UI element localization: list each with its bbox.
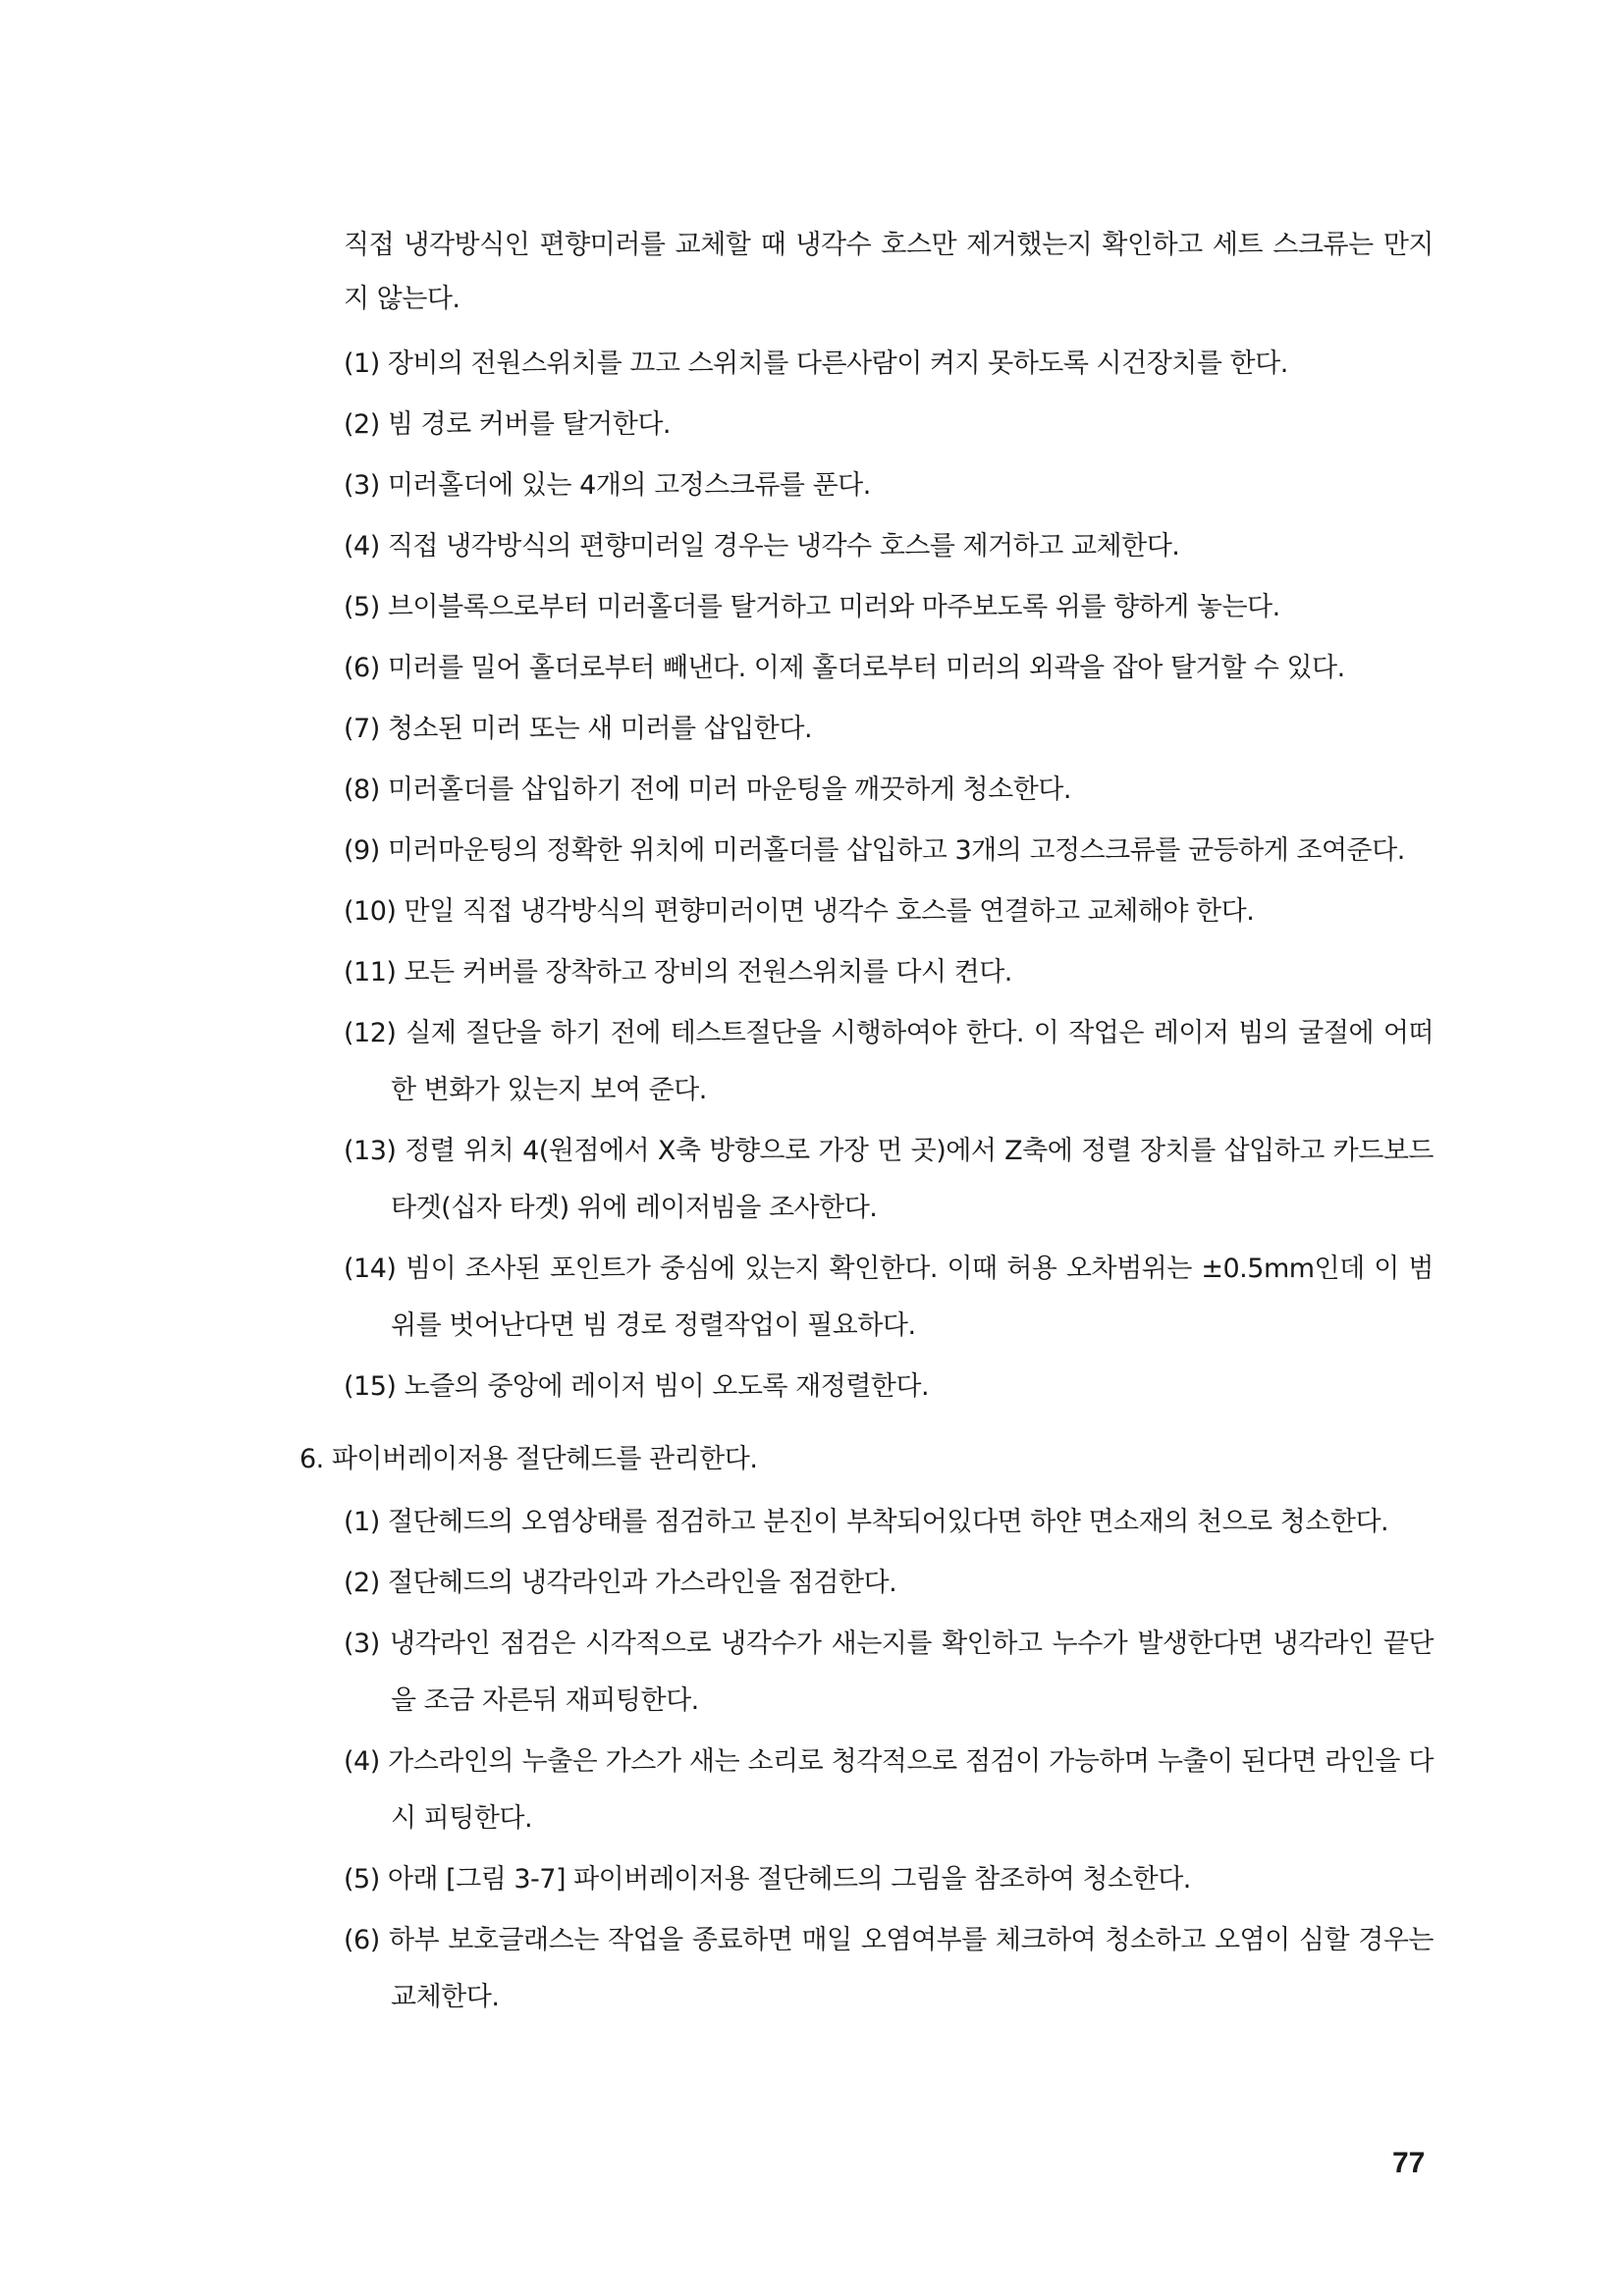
list-item: (8) 미러홀더를 삽입하기 전에 미러 마운팅을 깨끗하게 청소한다. [344,774,1071,805]
intro-paragraph: 직접 냉각방식인 편향미러를 교체할 때 냉각수 호스만 제거했는지 확인하고 세트 스크류는 만지지 않는다. [344,230,1434,314]
list-item: (2) 절단헤드의 냉각라인과 가스라인을 점검한다. [344,1568,897,1598]
list-item: (5) 아래 [그림 3-7] 파이버레이저용 절단헤드의 그림을 참조하여 청소한다. [344,1864,1191,1895]
list-item: (7) 청소된 미러 또는 새 미러를 삽입한다. [344,714,813,744]
list-item: (1) 절단헤드의 오염상태를 점검하고 분진이 부착되어있다면 하얀 면소재의 천으로 청소한다. [344,1507,1389,1537]
list-item: (2) 빔 경로 커버를 탈거한다. [344,409,671,440]
list-item: (1) 장비의 전원스위치를 끄고 스위치를 다른사람이 켜지 못하도록 시건장치를 한다. [344,348,1288,379]
list-item: (13) 정렬 위치 4(원점에서 X축 방향으로 가장 먼 곳)에서 Z축에 정렬 장치를 삽입하고 카드보드 타겟(십자 타겟) 위에 레이저빔을 조사한다. [344,1136,1434,1223]
list-item: (14) 빔이 조사된 포인트가 중심에 있는지 확인한다. 이때 허용 오차범위는 ±0.5mm인데 이 범위를 벗어난다면 빔 경로 정렬작업이 필요하다. [344,1254,1434,1341]
list-item: (11) 모든 커버를 장착하고 장비의 전원스위치를 다시 켠다. [344,957,1012,988]
list-item: (5) 브이블록으로부터 미러홀더를 탈거하고 미러와 마주보도록 위를 향하게 놓는다. [344,592,1280,622]
list-item: (3) 미러홀더에 있는 4개의 고정스크류를 푼다. [344,470,871,501]
section-heading: 6. 파이버레이저용 절단헤드를 관리한다. [299,1444,758,1474]
cutting-head-steps [344,1494,1434,2030]
list-item: (15) 노즐의 중앙에 레이저 빔이 오도록 재정렬한다. [344,1371,930,1402]
list-item: (10) 만일 직접 냉각방식의 편향미러이면 냉각수 호스를 연결하고 교체해야 한다. [344,896,1255,927]
list-item: (6) 하부 보호글래스는 작업을 종료하면 매일 오염여부를 체크하여 청소하고 오염이 심할 경우는 교체한다. [344,1925,1434,2012]
list-item: (4) 직접 냉각방식의 편향미러일 경우는 냉각수 호스를 제거하고 교체한다. [344,531,1180,561]
mirror-replacement-steps [344,336,1434,1419]
list-item: (4) 가스라인의 누출은 가스가 새는 소리로 청각적으로 점검이 가능하며 누출이 된다면 라인을 다시 피팅한다. [344,1746,1434,1834]
list-item: (9) 미러마운팅의 정확한 위치에 미러홀더를 삽입하고 3개의 고정스크류를 균등하게 조여준다. [344,835,1405,866]
list-item: (6) 미러를 밀어 홀더로부터 빼낸다. 이제 홀더로부터 미러의 외곽을 잡아 탈거할 수 있다. [344,653,1345,683]
list-item: (3) 냉각라인 점검은 시각적으로 냉각수가 새는지를 확인하고 누수가 발생한다면 냉각라인 끝단을 조금 자른뒤 재피팅한다. [344,1629,1434,1716]
list-item: (12) 실제 절단을 하기 전에 테스트절단을 시행하여야 한다. 이 작업은 레이저 빔의 굴절에 어떠한 변화가 있는지 보여 준다. [344,1018,1434,1105]
page-number: 77 [1392,2147,1426,2179]
